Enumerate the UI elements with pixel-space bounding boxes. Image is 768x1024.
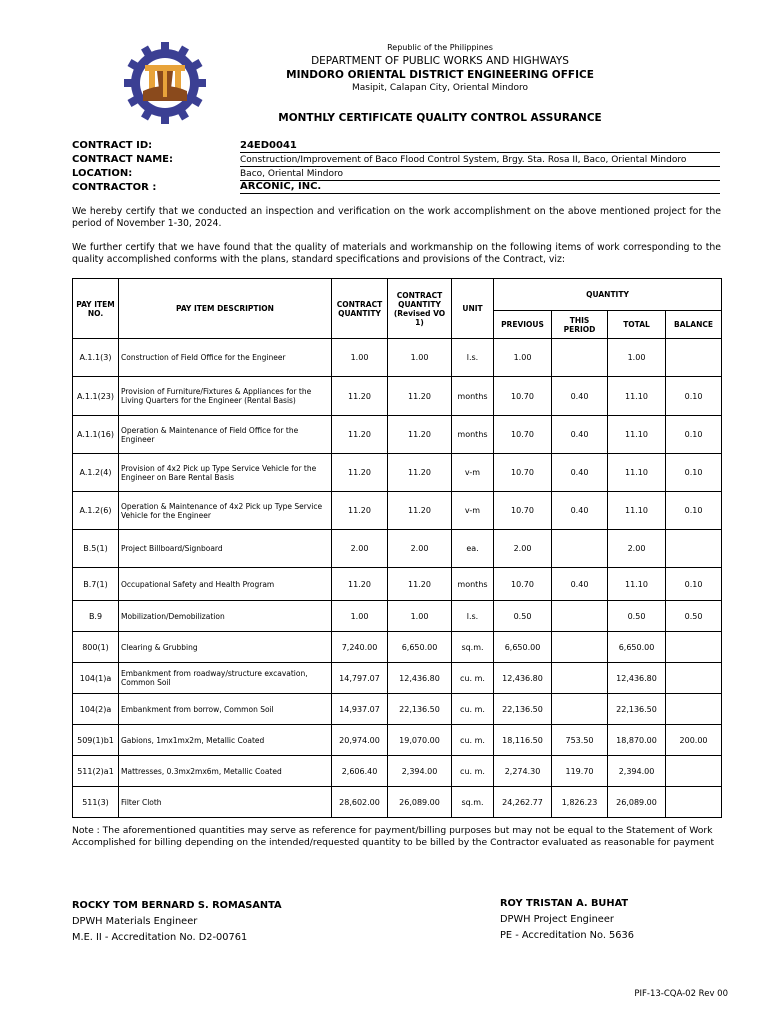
total-quantity-cell: 2.00 [608, 530, 666, 568]
pay-item-description-cell: Construction of Field Office for the Engineer [119, 339, 332, 377]
signatory-position: DPWH Project Engineer [500, 914, 614, 925]
pay-item-no-cell: 104(1)a [73, 663, 119, 694]
previous-quantity-cell: 12,436.80 [494, 663, 552, 694]
this-period-quantity-cell [552, 339, 608, 377]
this-period-quantity-cell: 1,826.23 [552, 787, 608, 818]
header-total: TOTAL [608, 311, 666, 339]
table-row [73, 694, 722, 725]
balance-quantity-cell [666, 787, 722, 818]
contract-quantity-revised-cell: 1.00 [388, 339, 452, 377]
contract-quantity-cell: 14,937.07 [332, 694, 388, 725]
balance-quantity-cell: 200.00 [666, 725, 722, 756]
table-row [73, 377, 722, 416]
balance-quantity-cell: 0.10 [666, 454, 722, 492]
signatory-project-engineer [500, 896, 634, 944]
header-this-period: THIS PERIOD [552, 311, 608, 339]
total-quantity-cell: 26,089.00 [608, 787, 666, 818]
header-contract-quantity: CONTRACT QUANTITY [332, 279, 388, 339]
unit-cell: l.s. [452, 601, 494, 632]
contract-quantity-revised-cell: 22,136.50 [388, 694, 452, 725]
total-quantity-cell: 2,394.00 [608, 756, 666, 787]
total-quantity-cell: 1.00 [608, 339, 666, 377]
contract-quantity-cell: 11.20 [332, 416, 388, 454]
previous-quantity-cell: 10.70 [494, 492, 552, 530]
signatory-accreditation: PE - Accreditation No. 5636 [500, 930, 634, 941]
republic-text: Republic of the Philippines [387, 43, 493, 52]
previous-quantity-cell: 10.70 [494, 416, 552, 454]
table-row [73, 663, 722, 694]
previous-quantity-cell: 0.50 [494, 601, 552, 632]
contract-quantity-cell: 1.00 [332, 339, 388, 377]
contract-quantity-cell: 2,606.40 [332, 756, 388, 787]
balance-quantity-cell [666, 632, 722, 663]
pay-item-no-cell: 800(1) [73, 632, 119, 663]
pay-item-description-cell: Provision of Furniture/Fixtures & Appliances for the Living Quarters for the Engineer (Rental Basis) [119, 377, 332, 416]
contract-quantity-revised-cell: 2.00 [388, 530, 452, 568]
this-period-quantity-cell [552, 632, 608, 663]
contract-quantity-revised-cell: 26,089.00 [388, 787, 452, 818]
total-quantity-cell: 6,650.00 [608, 632, 666, 663]
form-code: PIF-13-CQA-02 Rev 00 [634, 989, 728, 999]
balance-quantity-cell [666, 530, 722, 568]
previous-quantity-cell: 1.00 [494, 339, 552, 377]
previous-quantity-cell: 2,274.30 [494, 756, 552, 787]
contract-quantity-cell: 11.20 [332, 492, 388, 530]
total-quantity-cell: 18,870.00 [608, 725, 666, 756]
contract-quantity-cell: 20,974.00 [332, 725, 388, 756]
header-pay-item-no: PAY ITEM NO. [73, 279, 119, 339]
contract-quantity-revised-cell: 11.20 [388, 377, 452, 416]
unit-cell: v-m [452, 492, 494, 530]
note-text: Note : The aforementioned quantities may serve as reference for payment/billing purposes but may not be equal to the Statement of Work Accomplished for billing depending on the intended/requested quantity to be billed by the Contractor evaluated as reasonable for payment [72, 825, 715, 848]
total-quantity-cell: 11.10 [608, 492, 666, 530]
contract-quantity-revised-cell: 6,650.00 [388, 632, 452, 663]
unit-cell: months [452, 416, 494, 454]
pay-item-description-cell: Embankment from borrow, Common Soil [119, 694, 332, 725]
contract-quantity-cell: 11.20 [332, 568, 388, 601]
table-row [73, 756, 722, 787]
previous-quantity-cell: 24,262.77 [494, 787, 552, 818]
pay-item-description-cell: Gabions, 1mx1mx2m, Metallic Coated [119, 725, 332, 756]
signatory-accreditation: M.E. II - Accreditation No. D2-00761 [72, 932, 248, 943]
contract-quantity-cell: 7,240.00 [332, 632, 388, 663]
balance-quantity-cell: 0.10 [666, 568, 722, 601]
total-quantity-cell: 11.10 [608, 568, 666, 601]
contract-quantity-revised-cell: 2,394.00 [388, 756, 452, 787]
unit-cell: months [452, 568, 494, 601]
contractor-value: ARCONIC, INC. [240, 181, 720, 194]
unit-cell: v-m [452, 454, 494, 492]
previous-quantity-cell: 2.00 [494, 530, 552, 568]
this-period-quantity-cell: 753.50 [552, 725, 608, 756]
contract-quantity-cell: 11.20 [332, 454, 388, 492]
table-row [73, 568, 722, 601]
total-quantity-cell: 11.10 [608, 416, 666, 454]
signatory-position: DPWH Materials Engineer [72, 916, 198, 927]
office-name: MINDORO ORIENTAL DISTRICT ENGINEERING OFFICE [286, 69, 594, 81]
total-quantity-cell: 11.10 [608, 454, 666, 492]
location-label: LOCATION: [72, 168, 133, 179]
pay-item-no-cell: 511(2)a1 [73, 756, 119, 787]
balance-quantity-cell [666, 694, 722, 725]
table-row [73, 530, 722, 568]
unit-cell: sq.m. [452, 632, 494, 663]
contract-quantity-cell: 1.00 [332, 601, 388, 632]
this-period-quantity-cell [552, 601, 608, 632]
pay-item-no-cell: 509(1)b1 [73, 725, 119, 756]
signatory-materials-engineer [72, 898, 282, 946]
contract-name-label: CONTRACT NAME: [72, 154, 174, 165]
pay-item-no-cell: B.7(1) [73, 568, 119, 601]
balance-quantity-cell [666, 663, 722, 694]
pay-item-no-cell: B.5(1) [73, 530, 119, 568]
department-name: DEPARTMENT OF PUBLIC WORKS AND HIGHWAYS [311, 55, 569, 67]
pay-item-no-cell: A.1.1(16) [73, 416, 119, 454]
previous-quantity-cell: 10.70 [494, 568, 552, 601]
total-quantity-cell: 12,436.80 [608, 663, 666, 694]
balance-quantity-cell: 0.10 [666, 416, 722, 454]
total-quantity-cell: 0.50 [608, 601, 666, 632]
unit-cell: months [452, 377, 494, 416]
table-row [73, 339, 722, 377]
contract-quantity-revised-cell: 1.00 [388, 601, 452, 632]
unit-cell: cu. m. [452, 694, 494, 725]
header-contract-quantity-revised: CONTRACT QUANTITY (Revised VO 1) [388, 279, 452, 339]
this-period-quantity-cell: 0.40 [552, 454, 608, 492]
header-description: PAY ITEM DESCRIPTION [119, 279, 332, 339]
unit-cell: cu. m. [452, 725, 494, 756]
contract-quantity-cell: 14,797.07 [332, 663, 388, 694]
location-value: Baco, Oriental Mindoro [240, 168, 720, 181]
table-row [73, 601, 722, 632]
pay-item-description-cell: Mattresses, 0.3mx2mx6m, Metallic Coated [119, 756, 332, 787]
pay-item-description-cell: Provision of 4x2 Pick up Type Service Vehicle for the Engineer on Bare Rental Basis [119, 454, 332, 492]
pay-item-description-cell: Embankment from roadway/structure excavation, Common Soil [119, 663, 332, 694]
this-period-quantity-cell [552, 694, 608, 725]
quality-control-table [72, 278, 722, 818]
previous-quantity-cell: 10.70 [494, 454, 552, 492]
this-period-quantity-cell [552, 530, 608, 568]
unit-cell: cu. m. [452, 756, 494, 787]
unit-cell: sq.m. [452, 787, 494, 818]
pay-item-no-cell: 511(3) [73, 787, 119, 818]
previous-quantity-cell: 18,116.50 [494, 725, 552, 756]
table-row [73, 416, 722, 454]
table-row [73, 492, 722, 530]
pay-item-description-cell: Project Billboard/Signboard [119, 530, 332, 568]
pay-item-no-cell: A.1.1(3) [73, 339, 119, 377]
unit-cell: l.s. [452, 339, 494, 377]
contract-quantity-revised-cell: 11.20 [388, 492, 452, 530]
contract-quantity-revised-cell: 11.20 [388, 416, 452, 454]
header-unit: UNIT [452, 279, 494, 339]
this-period-quantity-cell [552, 663, 608, 694]
pay-item-no-cell: 104(2)a [73, 694, 119, 725]
contractor-label: CONTRACTOR : [72, 182, 157, 193]
this-period-quantity-cell: 0.40 [552, 492, 608, 530]
table-row [73, 725, 722, 756]
unit-cell: cu. m. [452, 663, 494, 694]
balance-quantity-cell [666, 339, 722, 377]
table-row [73, 787, 722, 818]
pay-item-description-cell: Mobilization/Demobilization [119, 601, 332, 632]
pay-item-description-cell: Clearing & Grubbing [119, 632, 332, 663]
document-title: MONTHLY CERTIFICATE QUALITY CONTROL ASSURANCE [278, 112, 602, 124]
contract-id-value: 24ED0041 [240, 140, 720, 153]
table-row [73, 454, 722, 492]
header-previous: PREVIOUS [494, 311, 552, 339]
contract-quantity-cell: 2.00 [332, 530, 388, 568]
contract-id-label: CONTRACT ID: [72, 140, 153, 151]
previous-quantity-cell: 22,136.50 [494, 694, 552, 725]
contract-quantity-revised-cell: 19,070.00 [388, 725, 452, 756]
pay-item-no-cell: A.1.1(23) [73, 377, 119, 416]
office-address: Masipit, Calapan City, Oriental Mindoro [351, 83, 529, 93]
this-period-quantity-cell: 0.40 [552, 568, 608, 601]
contract-quantity-revised-cell: 12,436.80 [388, 663, 452, 694]
this-period-quantity-cell: 0.40 [552, 377, 608, 416]
signatory-name: ROCKY TOM BERNARD S. ROMASANTA [72, 900, 282, 911]
total-quantity-cell: 11.10 [608, 377, 666, 416]
pay-item-no-cell: B.9 [73, 601, 119, 632]
header-quantity: QUANTITY [494, 279, 722, 311]
contract-quantity-revised-cell: 11.20 [388, 454, 452, 492]
balance-quantity-cell: 0.10 [666, 492, 722, 530]
pay-item-description-cell: Occupational Safety and Health Program [119, 568, 332, 601]
contract-quantity-cell: 11.20 [332, 377, 388, 416]
signatory-name: ROY TRISTAN A. BUHAT [500, 898, 629, 909]
pay-item-no-cell: A.1.2(6) [73, 492, 119, 530]
balance-quantity-cell: 0.10 [666, 377, 722, 416]
contract-name-value: Construction/Improvement of Baco Flood Control System, Brgy. Sta. Rosa II, Baco, Oriental Mindoro [240, 154, 720, 167]
certification-paragraph-1: We hereby certify that we conducted an inspection and verification on the work accomplishment on the above mentioned project for the period of November 1-30, 2024. [72, 206, 721, 229]
previous-quantity-cell: 10.70 [494, 377, 552, 416]
contract-quantity-cell: 28,602.00 [332, 787, 388, 818]
pay-item-description-cell: Operation & Maintenance of Field Office for the Engineer [119, 416, 332, 454]
header-balance: BALANCE [666, 311, 722, 339]
pay-item-description-cell: Operation & Maintenance of 4x2 Pick up Type Service Vehicle for the Engineer [119, 492, 332, 530]
total-quantity-cell: 22,136.50 [608, 694, 666, 725]
this-period-quantity-cell: 119.70 [552, 756, 608, 787]
pay-item-no-cell: A.1.2(4) [73, 454, 119, 492]
balance-quantity-cell [666, 756, 722, 787]
certification-paragraph-2: We further certify that we have found that the quality of materials and workmanship on the following items of work corresponding to the quality accomplished conforms with the plans, standard specifications and provisions of the Contract, viz: [72, 242, 721, 265]
previous-quantity-cell: 6,650.00 [494, 632, 552, 663]
unit-cell: ea. [452, 530, 494, 568]
contract-quantity-revised-cell: 11.20 [388, 568, 452, 601]
this-period-quantity-cell: 0.40 [552, 416, 608, 454]
pay-item-description-cell: Filter Cloth [119, 787, 332, 818]
balance-quantity-cell: 0.50 [666, 601, 722, 632]
table-row [73, 632, 722, 663]
